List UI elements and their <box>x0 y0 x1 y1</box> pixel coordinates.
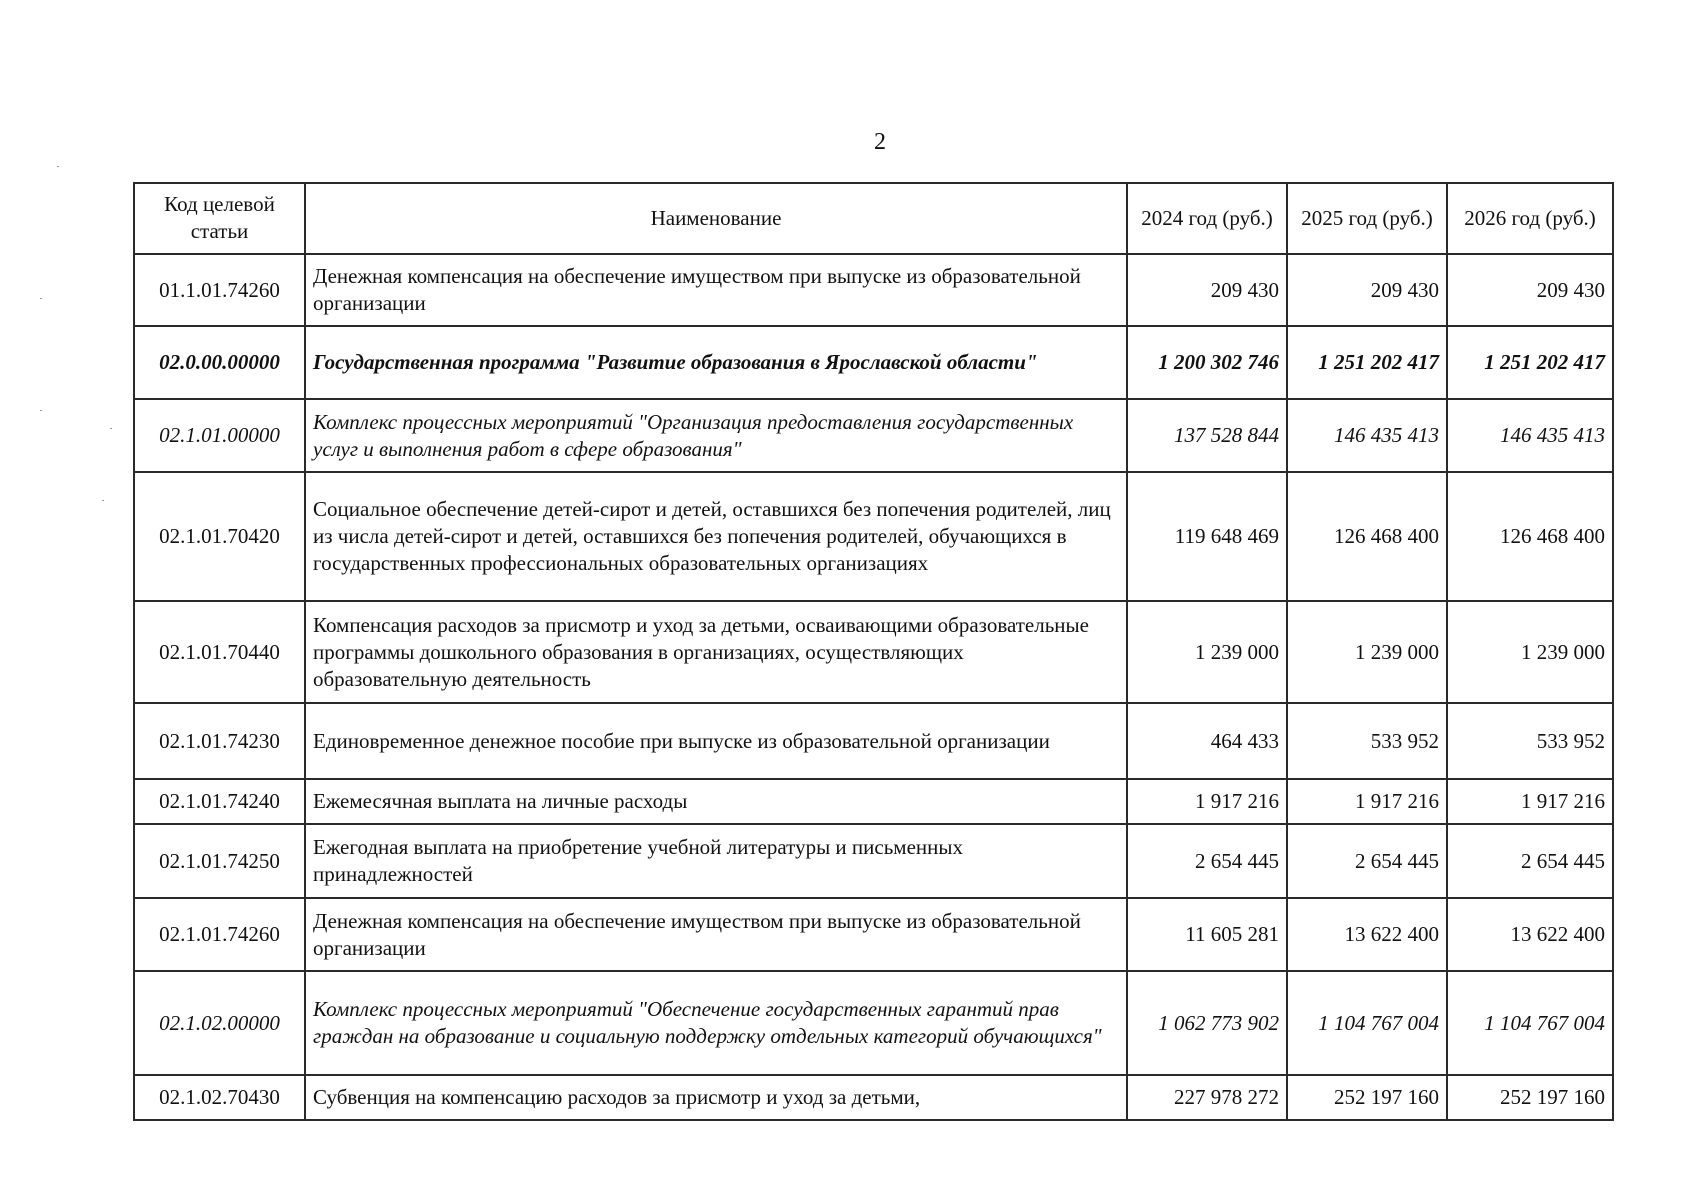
row-value-2026: 533 952 <box>1447 703 1613 779</box>
row-value-2026: 1 104 767 004 <box>1447 971 1613 1075</box>
row-name: Денежная компенсация на обеспечение имуществом при выпуске из образовательной организации <box>305 254 1127 326</box>
scan-speck <box>57 166 59 167</box>
row-value-2024: 1 062 773 902 <box>1127 971 1287 1075</box>
row-value-2025: 2 654 445 <box>1287 824 1447 898</box>
table-header-row <box>134 183 1613 254</box>
row-value-2026: 13 622 400 <box>1447 898 1613 971</box>
row-value-2026: 146 435 413 <box>1447 399 1613 472</box>
table-row <box>134 399 1613 472</box>
row-value-2025: 13 622 400 <box>1287 898 1447 971</box>
row-value-2024: 1 200 302 746 <box>1127 326 1287 399</box>
table-row <box>134 601 1613 703</box>
row-value-2026: 252 197 160 <box>1447 1075 1613 1120</box>
row-value-2025: 1 917 216 <box>1287 779 1447 824</box>
table-row <box>134 824 1613 898</box>
row-name: Ежемесячная выплата на личные расходы <box>305 779 1127 824</box>
table-row <box>134 472 1613 601</box>
row-name: Единовременное денежное пособие при выпуске из образовательной организации <box>305 703 1127 779</box>
table-row <box>134 1075 1613 1120</box>
row-name: Денежная компенсация на обеспечение имуществом при выпуске из образовательной организации <box>305 898 1127 971</box>
row-value-2024: 119 648 469 <box>1127 472 1287 601</box>
page-number: 2 <box>874 129 886 155</box>
row-name: Государственная программа "Развитие образования в Ярославской области" <box>305 326 1127 399</box>
row-code: 02.1.01.74230 <box>134 703 305 779</box>
row-value-2025: 1 239 000 <box>1287 601 1447 703</box>
row-value-2026: 2 654 445 <box>1447 824 1613 898</box>
table-row <box>134 971 1613 1075</box>
row-code: 02.1.02.70430 <box>134 1075 305 1120</box>
row-name: Комплекс процессных мероприятий "Обеспечение государственных гарантий прав граждан на образование и социальную поддержку отдельных категорий обучающихся" <box>305 971 1127 1075</box>
row-name: Социальное обеспечение детей-сирот и детей, оставшихся без попечения родителей, лиц из числа детей-сирот и детей, оставшихся без попечения родителей, обучающихся в государственных профессиональных образовательных организациях <box>305 472 1127 601</box>
row-value-2025: 533 952 <box>1287 703 1447 779</box>
row-value-2026: 1 239 000 <box>1447 601 1613 703</box>
row-value-2026: 209 430 <box>1447 254 1613 326</box>
row-value-2024: 2 654 445 <box>1127 824 1287 898</box>
header-code: Код целевой статьи <box>134 183 305 254</box>
budget-table <box>133 182 1614 1121</box>
table-row <box>134 703 1613 779</box>
row-value-2024: 209 430 <box>1127 254 1287 326</box>
row-value-2024: 1 239 000 <box>1127 601 1287 703</box>
row-code: 01.1.01.74260 <box>134 254 305 326</box>
row-code: 02.1.01.70440 <box>134 601 305 703</box>
table-row <box>134 254 1613 326</box>
table-row <box>134 898 1613 971</box>
row-value-2026: 126 468 400 <box>1447 472 1613 601</box>
row-value-2024: 227 978 272 <box>1127 1075 1287 1120</box>
header-name: Наименование <box>305 183 1127 254</box>
row-value-2026: 1 917 216 <box>1447 779 1613 824</box>
row-name: Компенсация расходов за присмотр и уход за детьми, осваивающими образовательные программы дошкольного образования в организациях, осуществляющих образовательную деятельность <box>305 601 1127 703</box>
scan-speck <box>110 428 112 429</box>
header-2024: 2024 год (руб.) <box>1127 183 1287 254</box>
row-code: 02.1.01.00000 <box>134 399 305 472</box>
row-value-2024: 137 528 844 <box>1127 399 1287 472</box>
row-value-2025: 1 104 767 004 <box>1287 971 1447 1075</box>
header-2026: 2026 год (руб.) <box>1447 183 1613 254</box>
row-code: 02.0.00.00000 <box>134 326 305 399</box>
scan-speck <box>102 500 104 501</box>
row-value-2024: 11 605 281 <box>1127 898 1287 971</box>
row-name: Комплекс процессных мероприятий "Организация предоставления государственных услуг и выполнения работ в сфере образования" <box>305 399 1127 472</box>
table-row <box>134 326 1613 399</box>
row-value-2025: 252 197 160 <box>1287 1075 1447 1120</box>
row-name: Ежегодная выплата на приобретение учебной литературы и письменных принадлежностей <box>305 824 1127 898</box>
table-row <box>134 779 1613 824</box>
row-code: 02.1.02.00000 <box>134 971 305 1075</box>
header-2025: 2025 год (руб.) <box>1287 183 1447 254</box>
row-code: 02.1.01.74250 <box>134 824 305 898</box>
row-name: Субвенция на компенсацию расходов за присмотр и уход за детьми, <box>305 1075 1127 1120</box>
row-value-2026: 1 251 202 417 <box>1447 326 1613 399</box>
scan-speck <box>40 298 42 299</box>
row-code: 02.1.01.70420 <box>134 472 305 601</box>
row-value-2025: 209 430 <box>1287 254 1447 326</box>
row-value-2025: 126 468 400 <box>1287 472 1447 601</box>
row-code: 02.1.01.74240 <box>134 779 305 824</box>
row-value-2025: 1 251 202 417 <box>1287 326 1447 399</box>
row-value-2024: 1 917 216 <box>1127 779 1287 824</box>
row-code: 02.1.01.74260 <box>134 898 305 971</box>
row-value-2024: 464 433 <box>1127 703 1287 779</box>
row-value-2025: 146 435 413 <box>1287 399 1447 472</box>
scan-speck <box>40 410 42 411</box>
